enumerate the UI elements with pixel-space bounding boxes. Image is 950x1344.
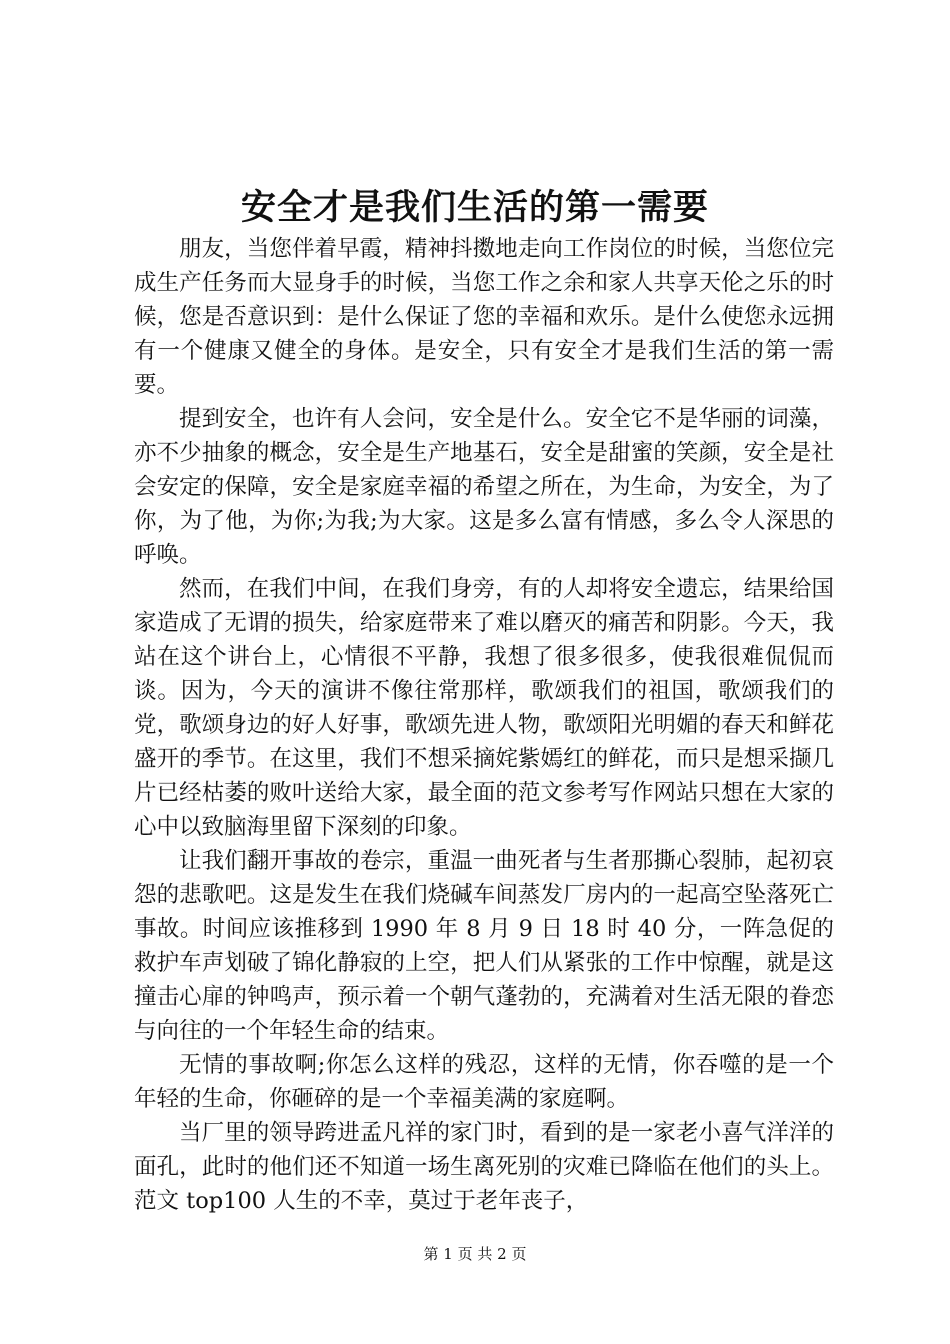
paragraph: 让我们翻开事故的卷宗，重温一曲死者与生者那撕心裂肺，起初哀怨的悲歌吧。这是发生在我们烧碱车间蒸发厂房内的一起高空坠落死亡事故。时间应该推移到 1990 年 8 月 9 日 18 时 40 分，一阵急促的救护车声划破了锦化静寂的上空，把人们从紧张的工作中惊醒，就是这撞击心扉的钟鸣声，预示着一个朝气蓬勃的，充满着对生活无限的眷恋与向往的一个年轻生命的结束。 bbox=[134, 848, 834, 1044]
paragraph: 无情的事故啊;你怎么这样的残忍，这样的无情，你吞噬的是一个年轻的生命，你砸碎的是一个幸福美满的家庭啊。 bbox=[134, 1052, 834, 1112]
paragraph: 然而，在我们中间，在我们身旁，有的人却将安全遗忘，结果给国家造成了无谓的损失，给家庭带来了难以磨灭的痛苦和阴影。今天，我站在这个讲台上，心情很不平静，我想了很多很多，使我很难侃侃而谈。因为，今天的演讲不像往常那样，歌颂我们的祖国，歌颂我们的党，歌颂身边的好人好事，歌颂先进人物，歌颂阳光明媚的春天和鲜花盛开的季节。在这里，我们不想采摘姹紫嫣红的鲜花，而只是想采撷几片已经枯萎的败叶送给大家，最全面的范文参考写作网站只想在大家的心中以致脑海里留下深刻的印象。 bbox=[134, 576, 834, 840]
paragraph: 朋友，当您伴着早霞，精神抖擞地走向工作岗位的时候，当您位完成生产任务而大显身手的时候，当您工作之余和家人共享天伦之乐的时候，您是否意识到：是什么保证了您的幸福和欢乐。是什么使您永远拥有一个健康又健全的身体。是安全，只有安全才是我们生活的第一需要。 bbox=[134, 236, 834, 398]
document-title: 安全才是我们生活的第一需要 bbox=[240, 187, 709, 228]
paragraph: 当厂里的领导跨进孟凡祥的家门时，看到的是一家老小喜气洋洋的面孔，此时的他们还不知道一场生离死别的灾难已降临在他们的头上。范文 top100 人生的不幸，莫过于老年丧子， bbox=[134, 1120, 834, 1214]
document-body bbox=[134, 232, 834, 1218]
page-footer: 第 1 页 共 2 页 bbox=[423, 1245, 527, 1263]
paragraph: 提到安全，也许有人会问，安全是什么。安全它不是华丽的词藻，亦不少抽象的概念，安全是生产地基石，安全是甜蜜的笑颜，安全是社会安定的保障，安全是家庭幸福的希望之所在，为生命，为安全，为了你，为了他，为你;为我;为大家。这是多么富有情感，多么令人深思的呼唤。 bbox=[134, 406, 834, 568]
